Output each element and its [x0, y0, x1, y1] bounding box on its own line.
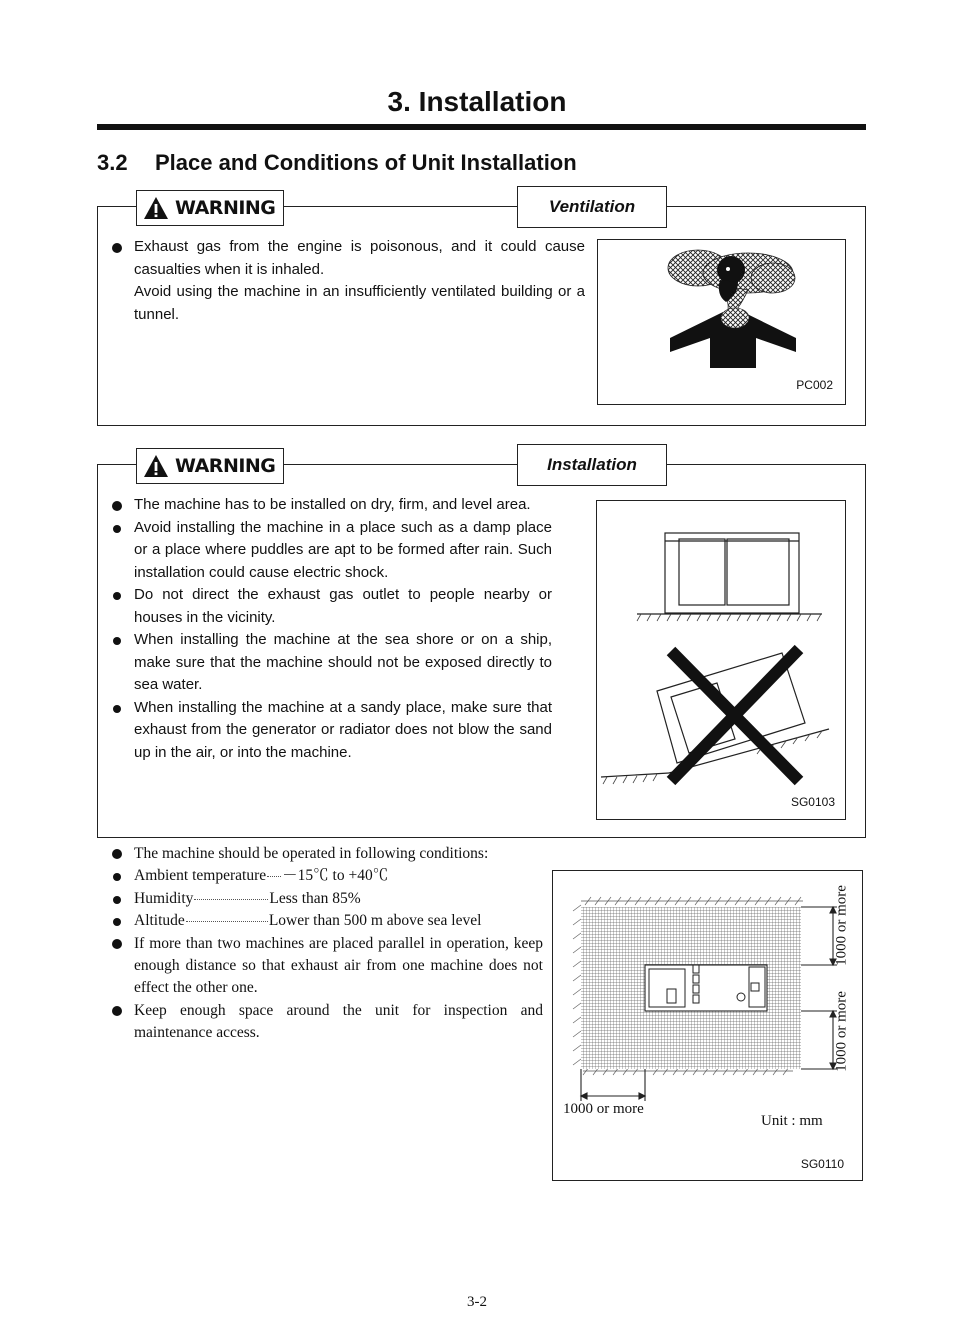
ventilation-bullets — [97, 236, 585, 326]
section-heading: Place and Conditions of Unit Installation — [155, 150, 577, 175]
figure-code: SG0110 — [800, 1157, 844, 1171]
ambient-temperature-label: Ambient temperature — [134, 867, 267, 885]
ventilation-warning-badge — [136, 190, 284, 226]
leader-dots — [194, 899, 268, 900]
altitude-row — [97, 910, 543, 932]
warning-badge-label: WARNING — [175, 455, 276, 477]
humidity-value: Less than 85% — [269, 889, 361, 907]
installation-bullets — [97, 494, 552, 764]
operating-conditions — [97, 843, 543, 1045]
person-inhaling-exhaust-icon — [598, 240, 845, 380]
level-vs-tilted-ground-diagram — [597, 501, 845, 801]
list-item: When installing the machine at a sandy place, make sure that exhaust from the generator or radiator does not blow the sand up in the air, or into the machine. — [97, 697, 552, 765]
list-item: Avoid installing the machine in a place such as a damp place or a place where puddles are apt to be formed after rain. Such installation could cause electric shock. — [97, 517, 552, 585]
list-item: The machine has to be installed on dry, firm, and level area. — [97, 494, 552, 517]
figure-code: PC002 — [796, 378, 833, 392]
section-number: 3.2 — [97, 150, 128, 175]
list-item: When installing the machine at the sea shore or on a ship, make sure that the machine should not be exposed directly to sea water. — [97, 629, 552, 697]
altitude-value: Lower than 500 m above sea level — [268, 912, 482, 930]
warning-triangle-icon — [143, 196, 169, 220]
unit-label: Unit : mm — [761, 1113, 823, 1129]
side-clearance-label: 1000 or more — [563, 1101, 644, 1117]
section-title — [97, 150, 577, 176]
installation-figure — [596, 500, 846, 820]
ambient-temperature-row — [97, 865, 543, 887]
list-item: Exhaust gas from the engine is poisonous, and it could cause casualties when it is inhaled. Avoid using the machine in an insufficiently ventilated building or a tunnel. — [97, 236, 585, 326]
ventilation-topic-box — [517, 186, 667, 228]
installation-topic-label: Installation — [547, 455, 637, 474]
ventilation-figure — [597, 239, 846, 405]
installation-topic-box — [517, 444, 667, 486]
bottom-clearance-label: 1000 or more — [833, 991, 850, 1072]
warning-triangle-icon — [143, 454, 169, 478]
installation-warning-badge — [136, 448, 284, 484]
list-item: Keep enough space around the unit for inspection and maintenance access. — [97, 1000, 543, 1045]
altitude-label: Altitude — [134, 912, 185, 930]
list-item: Do not direct the exhaust gas outlet to people nearby or houses in the vicinity. — [97, 584, 552, 629]
warning-badge-label: WARNING — [175, 197, 276, 219]
title-rule — [97, 124, 866, 130]
leader-dots — [267, 876, 281, 877]
list-item: If more than two machines are placed parallel in operation, keep enough distance so that exhaust air from one machine does not effect the other one. — [97, 933, 543, 1000]
clearance-diagram — [553, 871, 862, 1101]
ventilation-topic-label: Ventilation — [548, 197, 636, 216]
humidity-row — [97, 888, 543, 910]
leader-dots — [186, 921, 268, 922]
top-clearance-label: 1000 or more — [833, 885, 850, 966]
ambient-temperature-value: －15℃ to +40℃ — [282, 867, 389, 885]
chapter-title: 3. Installation — [387, 86, 567, 117]
humidity-label: Humidity — [134, 889, 194, 907]
figure-code: SG0103 — [790, 795, 835, 809]
clearance-figure — [552, 870, 863, 1181]
page-number: 3-2 — [467, 1294, 487, 1310]
conditions-intro: The machine should be operated in following conditions: — [97, 843, 543, 865]
